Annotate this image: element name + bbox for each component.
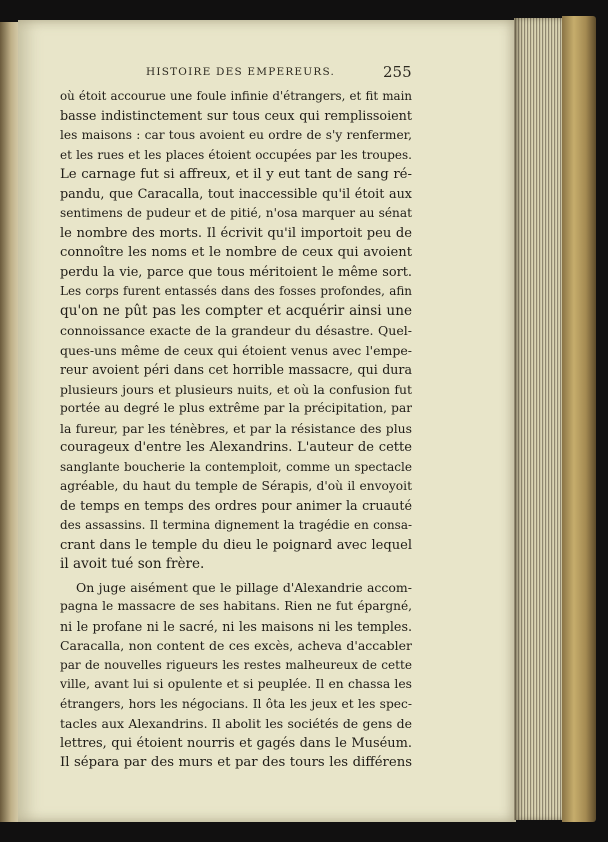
text-line: où étoit accourue une foule infinie d'étrangers, et fit main (60, 89, 412, 103)
text-line: Les corps furent entassés dans des fosses profondes, afin (60, 284, 412, 298)
text-line: lettres, qui étoient nourris et gagés dans le Muséum. (60, 735, 412, 751)
text-line: plusieurs jours et plusieurs nuits, et où la confusion fut (60, 381, 412, 397)
text-line: sentimens de pudeur et de pitié, n'osa marquer au sénat (60, 206, 412, 220)
text-line: tacles aux Alexandrins. Il abolit les sociétés de gens de (60, 716, 412, 731)
text-line: qu'on ne pût pas les compter et acquérir ainsi une (60, 302, 412, 319)
text-line: ville, avant lui si opulente et si peuplée. Il en chassa les (60, 677, 412, 691)
text-line: On juge aisément que le pillage d'Alexandrie accom- (76, 579, 412, 595)
text-line: reur avoient péri dans cet horrible massacre, qui dura (60, 362, 412, 377)
book-cover-edge (562, 16, 596, 822)
text-line: par de nouvelles rigueurs les restes malheureux de cette (60, 657, 412, 672)
text-line: sanglante boucherie la contemploit, comme un spectacle (60, 459, 412, 474)
text-line: les maisons : car tous avoient eu ordre de s'y renfermer, (60, 128, 412, 142)
text-line: ques-uns même de ceux qui étoient venus avec l'empe- (60, 342, 412, 358)
text-line: agréable, du haut du temple de Sérapis, d'où il envoyoit (60, 479, 412, 493)
text-line: Caracalla, non content de ces excès, acheva d'accabler (60, 638, 412, 653)
text-line: courageux d'entre les Alexandrins. L'auteur de cette (60, 440, 412, 455)
page-number: 255 (383, 63, 412, 81)
text-line: la fureur, par les ténèbres, et par la résistance des plus (60, 420, 412, 436)
running-head: HISTOIRE DES EMPEREURS. (146, 66, 336, 78)
paragraph-2 (60, 578, 412, 773)
page-fore-edge (514, 18, 564, 820)
text-line: pagna le massacre de ses habitans. Rien ne fut épargné, (60, 599, 412, 613)
text-line: et les rues et les places étoient occupées par les troupes. (60, 147, 412, 162)
text-line: pandu, que Caracalla, tout inaccessible qu'il étoit aux (60, 186, 412, 202)
text-line: Le carnage fut si affreux, et il y eut tant de sang ré- (60, 167, 412, 182)
text-line: il avoit tué son frère. (60, 556, 205, 572)
text-line: basse indistinctement sur tous ceux qui remplissoient (60, 108, 412, 124)
text-line: ni le profane ni le sacré, ni les maisons ni les temples. (60, 618, 412, 634)
text-line: crant dans le temple du dieu le poignard avec lequel (60, 537, 412, 553)
text-line: le nombre des morts. Il écrivit qu'il importoit peu de (60, 225, 412, 241)
text-line: portée au degré le plus extrême par la précipitation, par (60, 401, 412, 415)
paragraph-1 (60, 87, 412, 575)
text-line: perdu la vie, parce que tous méritoient le même sort. (60, 264, 412, 280)
text-line: connoissance exacte de la grandeur du désastre. Quel- (60, 323, 412, 338)
text-line: de temps en temps des ordres pour animer la cruauté (60, 498, 412, 514)
text-line: Il sépara par des murs et par des tours les différens (60, 755, 412, 770)
body-text (60, 87, 412, 773)
text-line: des assassins. Il termina dignement la tragédie en consa- (60, 518, 412, 532)
text-line: connoître les noms et le nombre de ceux qui avoient (60, 245, 412, 260)
text-line: étrangers, hors les négocians. Il ôta les jeux et les spec- (60, 696, 412, 711)
